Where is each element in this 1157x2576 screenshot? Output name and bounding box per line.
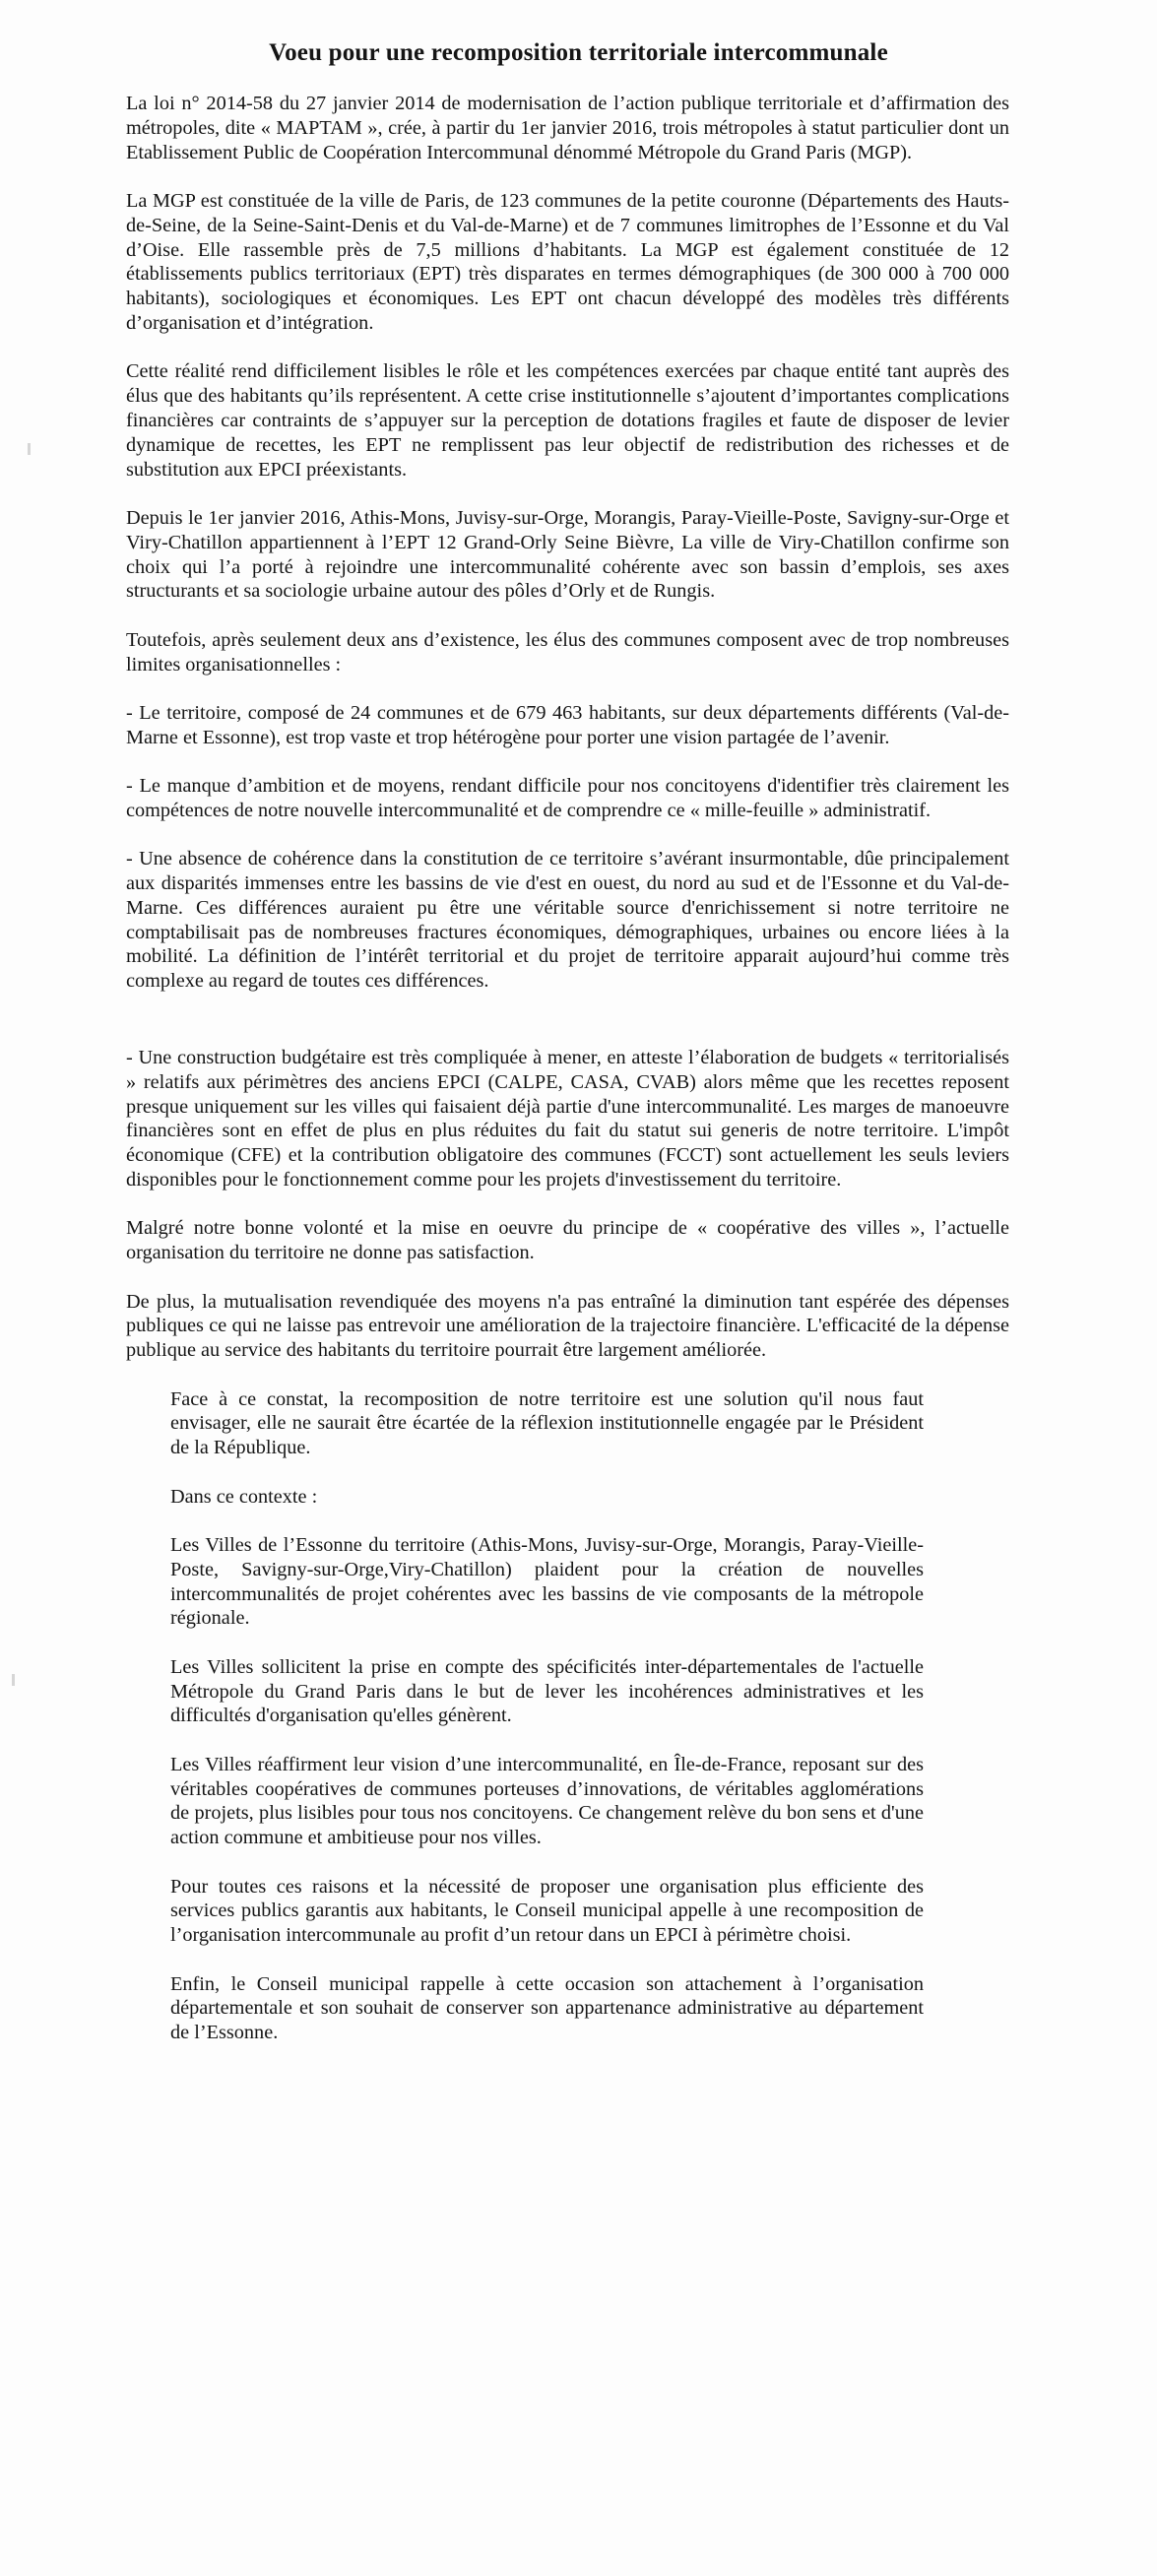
bullet-coherence: - Une absence de cohérence dans la constitution de ce territoire s’avérant insurmontable, dûe principalement aux disparités immenses entre les bassins de vie d'est en ouest, du nord au sud et de l'Essonne et du Val-de-Marne. Ces différences auraient pu être une véritable source d'enrichissement si notre territoire ne comptabilisait pas de nombreuses fractures économiques, démographiques, urbaines ou encore liées à la mobilité. La définition de l’intérêt territorial et du projet de territoire apparait aujourd’hui comme très complexe au regard de toutes ces différences. (126, 848, 1009, 993)
scan-artifact (12, 1674, 15, 1686)
paragraph-maptam: La loi n° 2014-58 du 27 janvier 2014 de modernisation de l’action publique territoriale et d’affirmation des métropoles, dite « MAPTAM », crée, à partir du 1er janvier 2016, trois métropoles à statut particulier dont un Etablissement Public de Coopération Intercommunal dénommé Métropole du Grand Paris (MGP). (126, 93, 1009, 163)
bullet-ambition: - Le manque d’ambition et de moyens, rendant difficile pour nos concitoyens d'identifier très clairement les compétences de notre nouvelle intercommunalité et de comprendre ce « mille-feuille » administratif. (126, 775, 1009, 821)
paragraph-limites: Toutefois, après seulement deux ans d’existence, les élus des communes composent avec de trop nombreuses limites organisationnelles : (126, 628, 1009, 676)
paragraph-villes-essonne: Les Villes de l’Essonne du territoire (Athis-Mons, Juvisy-sur-Orge, Morangis, Paray-Vieille-Poste, Savigny-sur-Orge,Viry-Chatillon) plaident pour la création de nouvelles intercommunalités de projet cohérentes avec les bassins de vie composants de la métropole régionale. (170, 1533, 924, 1630)
paragraph-conseil: Pour toutes ces raisons et la nécessité de proposer une organisation plus efficiente des services publics garantis aux habitants, le Conseil municipal appelle à une recomposition de l’organisation intercommunale au profit d’un retour dans un EPCI à périmètre choisi. (170, 1875, 924, 1947)
paragraph-vision: Les Villes réaffirment leur vision d’une intercommunalité, en Île-de-France, reposant sur des véritables coopératives de communes porteuses d’innovations, de véritables agglomérations de projets, plus lisibles pour tous nos concitoyens. Ce changement relève du bon sens et d'une action commune et ambitieuse pour nos villes. (170, 1753, 924, 1849)
scan-artifact (28, 443, 31, 455)
paragraph-mgp: La MGP est constituée de la ville de Paris, de 123 communes de la petite couronne (Départements des Hauts-de-Seine, de la Seine-Saint-Denis et du Val-de-Marne) et de 7 communes limitrophes de l’Essonne et du Val d’Oise. Elle rassemble près de 7,5 millions d’habitants. La MGP est également constituée de 12 établissements publics territoriaux (EPT) très disparates en termes démographiques (de 300 000 à 700 000 habitants), sociologiques et économiques. Les EPT ont chacun développé des modèles très différents d’organisation et d’intégration. (126, 189, 1009, 334)
document-title: Voeu pour une recomposition territoriale intercommunale (269, 39, 888, 66)
paragraph-mutualisation: De plus, la mutualisation revendiquée des moyens n'a pas entraîné la diminution tant espérée des dépenses publiques ce qui ne laisse pas entrevoir une amélioration de la trajectoire financière. L'efficacité de la dépense publique au service des habitants du territoire pourrait être largement améliorée. (126, 1290, 1009, 1362)
paragraph-specificites: Les Villes sollicitent la prise en compte des spécificités inter-départementales de l'actuelle Métropole du Grand Paris dans le but de lever les incohérences administratives et les difficultés d'organisation qu'elles génèrent. (170, 1655, 924, 1727)
bullet-territoire: - Le territoire, composé de 24 communes et de 679 463 habitants, sur deux départements différents (Val-de-Marne et Essonne), est trop vaste et trop hétérogène pour porter une vision partagée de l’avenir. (126, 701, 1009, 748)
paragraph-constat: Face à ce constat, la recomposition de notre territoire est une solution qu'il nous faut envisager, elle ne saurait être écartée de la réflexion institutionnelle engagée par le Président de la République. (170, 1387, 924, 1459)
paragraph-crise: Cette réalité rend difficilement lisibles le rôle et les compétences exercées par chaque entité tant auprès des élus que des habitants qu’ils représentent. A cette crise institutionnelle s’ajoutent d’importantes complications financières car contraints de s’appuyer sur la perception de dotations fragiles et faute de disposer de levier dynamique de recettes, les EPT ne remplissent pas leur objectif de redistribution des richesses et de substitution aux EPCI préexistants. (126, 360, 1009, 481)
bullet-budget: - Une construction budgétaire est très compliquée à mener, en atteste l’élaboration de budgets « territorialisés » relatifs aux périmètres des anciens EPCI (CALPE, CASA, CVAB) alors même que les recettes reposent presque uniquement sur les villes qui faisaient déjà partie d'une intercommunalité. Les marges de manoeuvre financières sont en effet de plus en plus réduites du fait du statut sui generis de notre territoire. L'impôt économique (CFE) et la contribution obligatoire des communes (FCCT) sont actuellement les seuls leviers disponibles pour le fonctionnement comme pour les projets d'investissement du territoire. (126, 1047, 1009, 1191)
paragraph-enfin: Enfin, le Conseil municipal rappelle à cette occasion son attachement à l’organisation départementale et son souhait de conserver son appartenance administrative au département de l’Essonne. (170, 1972, 924, 2044)
paragraph-ept12: Depuis le 1er janvier 2016, Athis-Mons, Juvisy-sur-Orge, Morangis, Paray-Vieille-Poste, Savigny-sur-Orge et Viry-Chatillon appartiennent à l’EPT 12 Grand-Orly Seine Bièvre, La ville de Viry-Chatillon confirme son choix qui l’a porté à rejoindre une intercommunalité cohérente avec son bassin d’emplois, ses axes structurants et sa sociologie urbaine autour des pôles d’Orly et de Rungis. (126, 506, 1009, 603)
paragraph-cooperative: Malgré notre bonne volonté et la mise en oeuvre du principe de « coopérative des villes », l’actuelle organisation du territoire ne donne pas satisfaction. (126, 1217, 1009, 1264)
paragraph-contexte: Dans ce contexte : (170, 1485, 318, 1508)
document-body (126, 92, 1009, 2045)
